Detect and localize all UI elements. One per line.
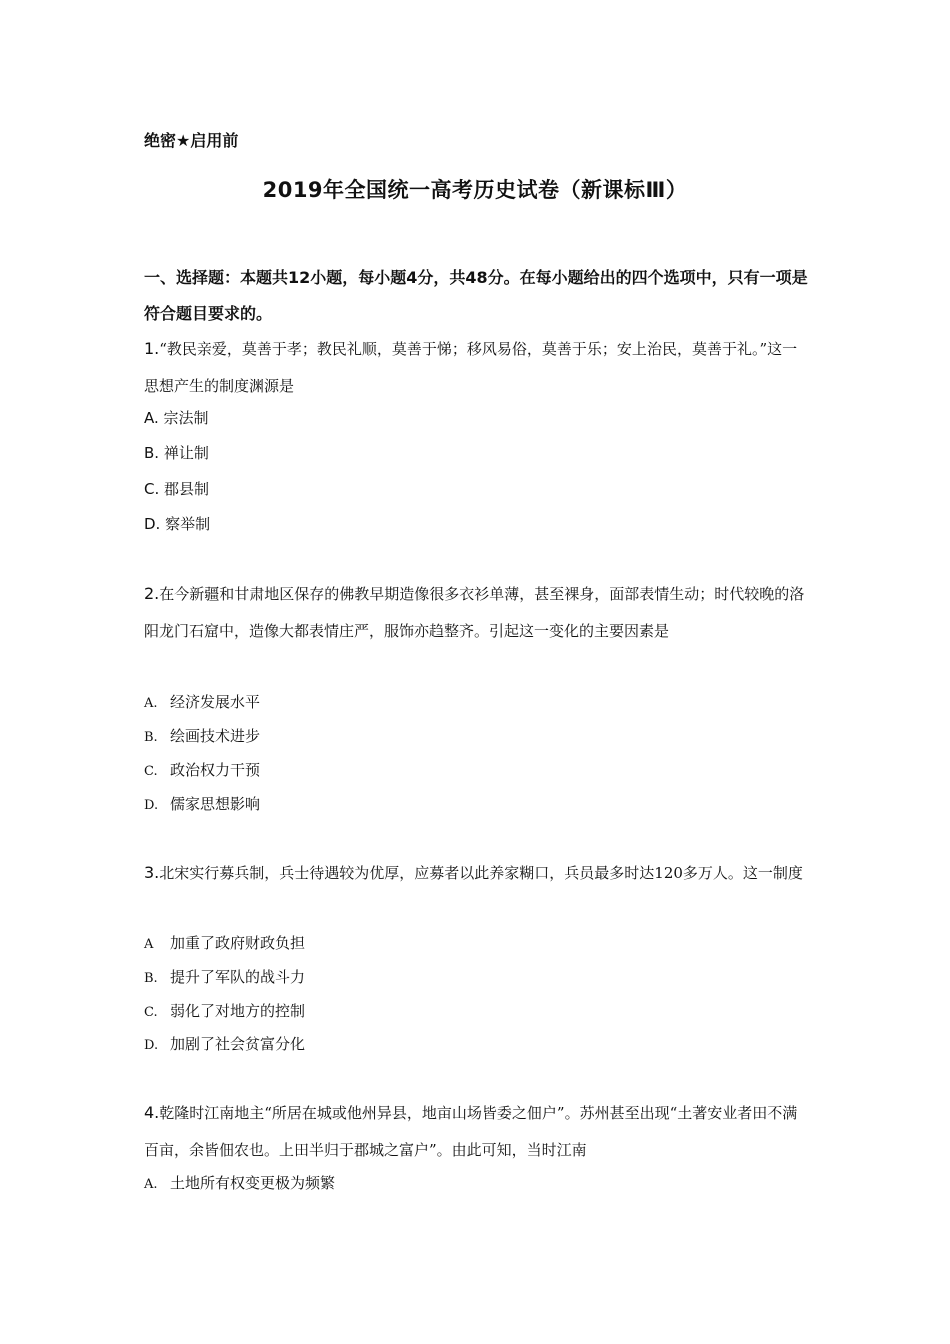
option-text: 弱化了对地方的控制 (170, 1002, 306, 1020)
option-letter: D. (144, 515, 161, 533)
option-letter: A. (144, 1177, 158, 1192)
question-number: 3. (144, 863, 160, 882)
question-1-option-c (144, 479, 209, 499)
option-letter: C. (144, 764, 158, 779)
question-2-option-d (144, 794, 260, 816)
option-letter: D. (144, 1038, 159, 1053)
question-3-option-a (144, 933, 305, 955)
question-3-stem (144, 854, 812, 892)
option-text: 经济发展水平 (170, 693, 261, 711)
question-3-option-c (144, 1001, 305, 1023)
question-4-stem (144, 1094, 812, 1169)
question-1-option-a (144, 408, 209, 428)
question-text: 乾隆时江南地主“所居在城或他州异县，地亩山场皆委之佃户”。苏州甚至出现“土著安业者田不满百亩，余皆佃农也。上田半归于郡城之富户”。由此可知，当时江南 (144, 1104, 798, 1159)
option-text: 加剧了社会贫富分化 (170, 1035, 306, 1053)
question-2-option-b (144, 726, 260, 748)
option-text: 土地所有权变更极为频繁 (170, 1174, 336, 1192)
option-text: 政治权力干预 (170, 761, 261, 779)
question-1-option-d (144, 514, 210, 534)
option-letter: B. (144, 444, 160, 462)
question-1-stem (144, 330, 812, 405)
option-text: 禅让制 (163, 444, 209, 462)
option-text: 绘画技术进步 (170, 727, 261, 745)
option-letter: A. (144, 696, 158, 711)
question-4-option-a (144, 1173, 335, 1195)
option-letter: B. (144, 971, 158, 986)
option-letter: B. (144, 730, 158, 745)
question-2-option-a (144, 692, 260, 714)
option-letter: D. (144, 798, 159, 813)
option-text: 加重了政府财政负担 (170, 934, 306, 952)
option-letter: C. (144, 1005, 158, 1020)
question-1-option-b (144, 443, 209, 463)
question-2-stem (144, 575, 812, 650)
question-3-option-b (144, 967, 305, 989)
section-heading: 一、选择题：本题共12小题，每小题4分，共48分。在每小题给出的四个选项中，只有一项是符合题目要求的。 (144, 268, 808, 323)
question-text: 在今新疆和甘肃地区保存的佛教早期造像很多衣衫单薄，甚至裸身，面部表情生动；时代较晚的洛阳龙门石窟中，造像大都表情庄严，服饰亦趋整齐。引起这一变化的主要因素是 (144, 585, 805, 640)
option-text: 郡县制 (164, 480, 210, 498)
question-text: 北宋实行募兵制，兵士待遇较为优厚，应募者以此养家糊口，兵员最多时达120多万人。这一制度 (159, 864, 803, 882)
question-text: “教民亲爱，莫善于孝；教民礼顺，莫善于悌；移风易俗，莫善于乐；安上治民，莫善于礼。”这一思想产生的制度渊源是 (144, 340, 798, 395)
confidential-label: 绝密★启用前 (144, 131, 239, 150)
option-text: 宗法制 (163, 409, 209, 427)
question-2-option-c (144, 760, 260, 782)
option-text: 提升了军队的战斗力 (170, 968, 306, 986)
option-letter: A. (144, 409, 159, 427)
question-number: 2. (144, 584, 160, 603)
option-letter: A (144, 937, 154, 952)
option-text: 儒家思想影响 (170, 795, 261, 813)
question-number: 4. (144, 1103, 160, 1122)
page-title: 2019年全国统一高考历史试卷（新课标Ⅲ） (262, 178, 688, 202)
question-number: 1. (144, 339, 160, 358)
option-text: 察举制 (165, 515, 211, 533)
question-3-option-d (144, 1034, 305, 1056)
option-letter: C. (144, 480, 160, 498)
